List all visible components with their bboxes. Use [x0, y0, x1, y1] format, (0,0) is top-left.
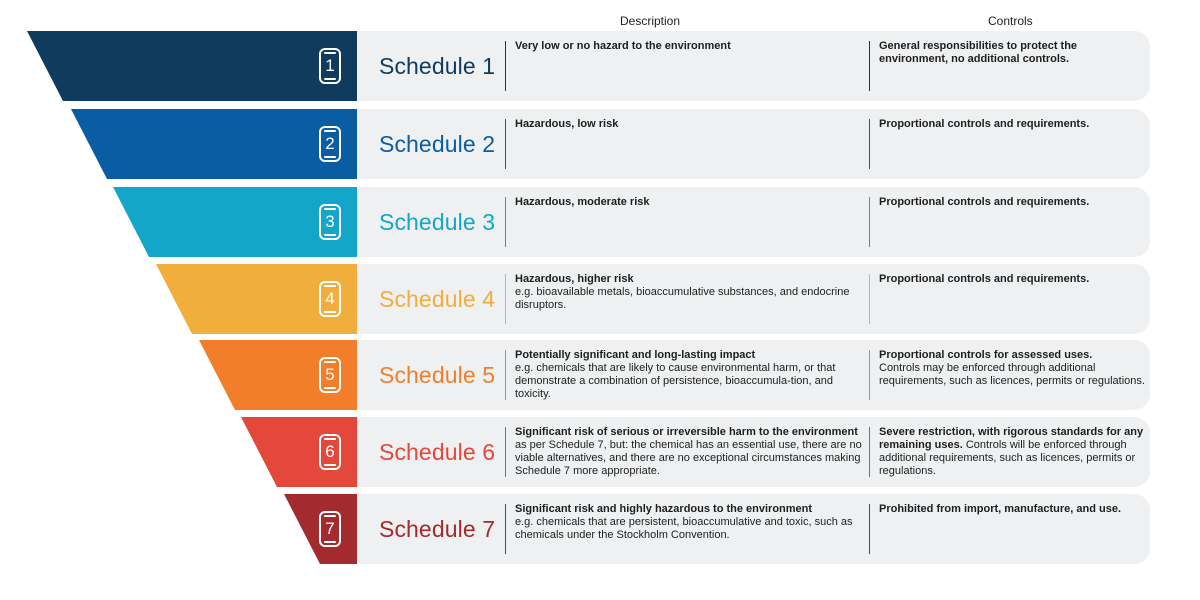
schedule-2-controls [879, 118, 1147, 131]
schedule-4-description [515, 273, 867, 312]
schedule-6-description-heading: Significant risk of serious or irreversible harm to the environment [515, 426, 858, 438]
schedule-2-badge [319, 126, 341, 162]
schedule-7-divider-controls [869, 504, 870, 554]
schedule-3-number: 3 [325, 212, 335, 231]
funnel-band-1 [27, 31, 412, 101]
schedule-6-controls-text: Controls will be enforced through additional requirements, such as licences, permits or regulations. [879, 439, 1136, 477]
schedule-5-description-heading: Potentially significant and long-lasting impact [515, 349, 756, 361]
schedule-5-badge [319, 357, 341, 393]
schedule-4-description-text: e.g. bioavailable metals, bioaccumulative substances, and endocrine disruptors. [515, 286, 850, 311]
schedule-6-title: Schedule 6 [379, 439, 496, 465]
schedule-5-number: 5 [325, 365, 335, 384]
schedule-4-controls [879, 273, 1147, 286]
schedule-1-divider-controls [869, 41, 870, 91]
schedule-7-controls-heading: Prohibited from import, manufacture, and use. [879, 503, 1122, 515]
schedule-7-divider-description [505, 504, 506, 554]
schedule-6-controls [879, 426, 1147, 478]
schedule-6-divider-controls [869, 427, 870, 477]
schedule-1-description [515, 40, 867, 53]
schedule-1-badge [319, 48, 341, 84]
schedule-3-row [357, 187, 1150, 257]
schedule-7-controls [879, 503, 1147, 516]
schedule-7-badge [319, 511, 341, 547]
schedule-2-divider-description [505, 119, 506, 169]
schedule-1-controls-heading: General responsibilities to protect the environment, no additional controls. [879, 40, 1078, 65]
schedule-5-divider-controls [869, 350, 870, 400]
schedule-2-title: Schedule 2 [379, 131, 496, 157]
schedule-4-title: Schedule 4 [379, 286, 496, 312]
schedule-2-description-heading: Hazardous, low risk [515, 118, 619, 130]
schedule-4-divider-description [505, 274, 506, 324]
schedule-4-description-heading: Hazardous, higher risk [515, 273, 634, 285]
schedule-6-description [515, 426, 867, 478]
schedule-2-controls-heading: Proportional controls and requirements. [879, 118, 1090, 130]
controls-column-header: Controls [988, 14, 1033, 28]
schedule-2-description [515, 118, 867, 131]
schedule-5-controls [879, 349, 1147, 388]
schedule-5-description-text: e.g. chemicals that are likely to cause environmental harm, or that demonstrate a combination of persistence, bioaccumula-tion, and toxicity. [515, 362, 836, 400]
schedule-1-divider-description [505, 41, 506, 91]
schedule-3-divider-description [505, 197, 506, 247]
schedule-6-badge [319, 434, 341, 470]
schedule-1-description-heading: Very low or no hazard to the environment [515, 40, 731, 52]
schedule-1-row [357, 31, 1150, 101]
schedule-6-controls-heading: Severe restriction, with rigorous standards for any remaining uses. [879, 426, 1144, 451]
schedule-4-divider-controls [869, 274, 870, 324]
schedule-2-row [357, 109, 1150, 179]
schedule-3-badge [319, 204, 341, 240]
schedule-6-description-text: as per Schedule 7, but: the chemical has an essential use, there are no viable alternatives, and there are no exceptional circumstances making Schedule 7 more appropriate. [515, 439, 862, 477]
schedule-6-row [357, 417, 1150, 487]
schedule-3-description [515, 196, 867, 209]
schedule-2-number: 2 [325, 134, 335, 153]
schedule-5-controls-text: Controls may be enforced through additional requirements, such as licences, permits or regulations. [879, 362, 1145, 387]
schedule-3-divider-controls [869, 197, 870, 247]
schedule-4-row [357, 264, 1150, 334]
schedule-5-divider-description [505, 350, 506, 400]
schedule-7-title: Schedule 7 [379, 516, 496, 542]
schedule-6-divider-description [505, 427, 506, 477]
schedule-5-row [357, 340, 1150, 410]
schedule-5-description [515, 349, 867, 401]
schedule-3-title: Schedule 3 [379, 209, 496, 235]
schedule-1-controls [879, 40, 1147, 66]
schedule-7-number: 7 [325, 519, 335, 538]
schedule-3-description-heading: Hazardous, moderate risk [515, 196, 650, 208]
schedule-1-title: Schedule 1 [379, 53, 496, 79]
schedule-2-divider-controls [869, 119, 870, 169]
schedule-3-controls [879, 196, 1147, 209]
schedule-7-description-text: e.g. chemicals that are persistent, bioaccumulative and toxic, such as chemicals under the Stockholm Convention. [515, 516, 853, 541]
schedule-4-controls-heading: Proportional controls and requirements. [879, 273, 1090, 285]
schedule-7-row [357, 494, 1150, 564]
schedule-4-badge [319, 281, 341, 317]
schedule-4-number: 4 [325, 289, 335, 308]
schedule-5-controls-heading: Proportional controls for assessed uses. [879, 349, 1093, 361]
schedule-5-title: Schedule 5 [379, 362, 496, 388]
schedule-6-number: 6 [325, 442, 335, 461]
schedule-7-description-heading: Significant risk and highly hazardous to the environment [515, 503, 813, 515]
schedule-7-description [515, 503, 867, 542]
description-column-header: Description [620, 14, 681, 28]
schedule-3-controls-heading: Proportional controls and requirements. [879, 196, 1090, 208]
schedule-1-number: 1 [325, 56, 335, 75]
